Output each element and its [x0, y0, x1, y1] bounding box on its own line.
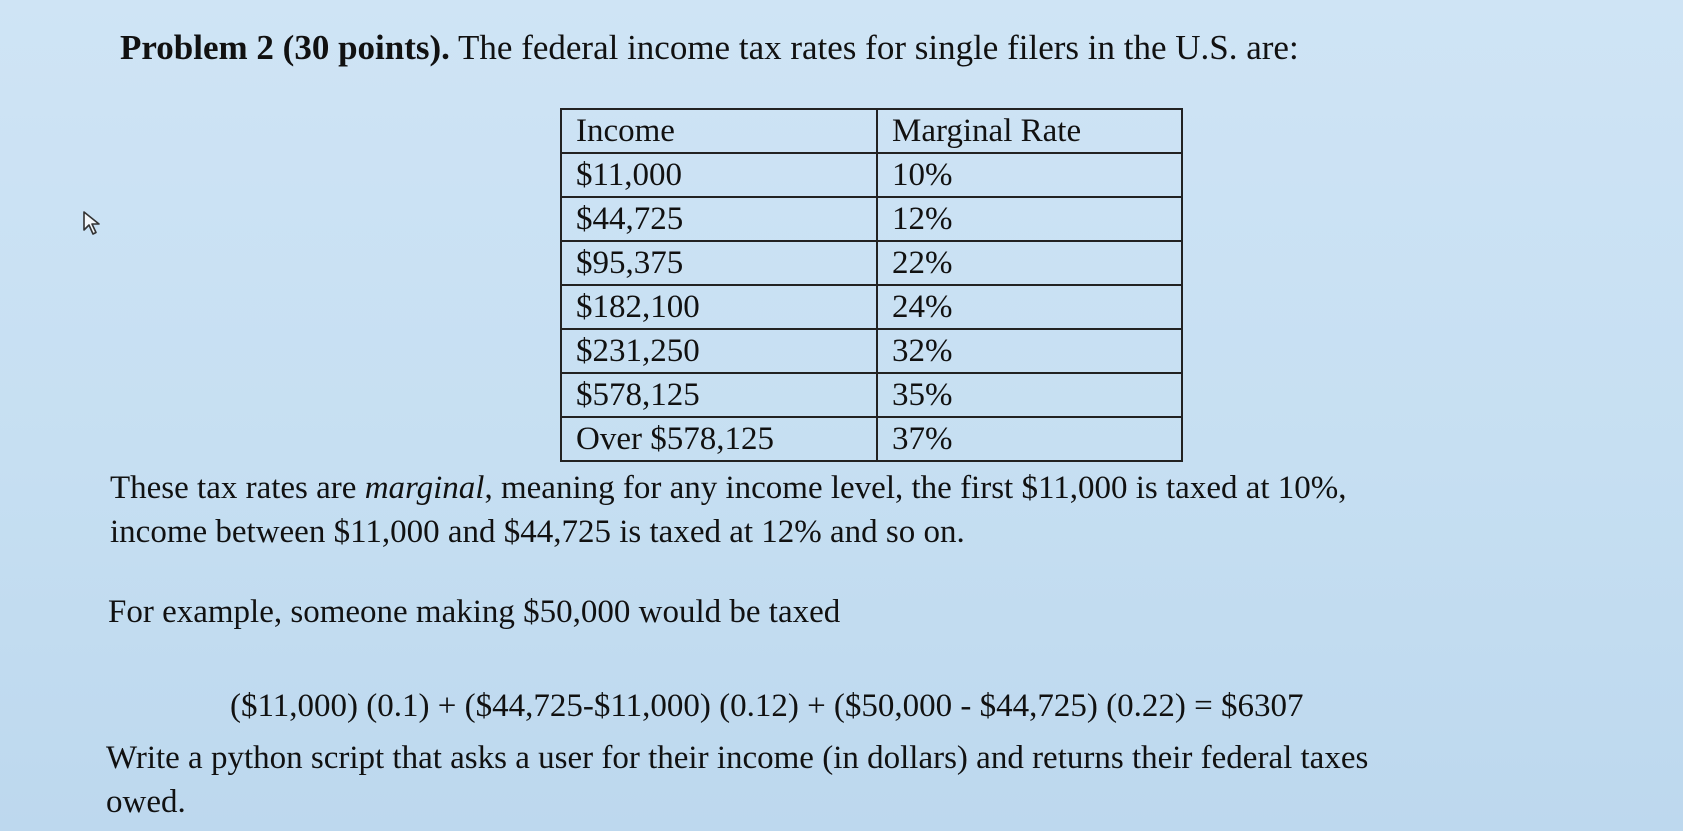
table-row — [561, 241, 1182, 285]
income-cell: $11,000 — [561, 153, 877, 197]
rate-cell: 12% — [877, 197, 1182, 241]
table-row — [561, 197, 1182, 241]
column-header-income: Income — [561, 109, 877, 153]
rate-cell: 32% — [877, 329, 1182, 373]
emphasis-marginal: marginal — [364, 470, 485, 506]
paragraph-text: These tax rates are — [110, 470, 365, 506]
rate-cell: 22% — [877, 241, 1182, 285]
income-cell: $578,125 — [561, 373, 877, 417]
income-cell: Over $578,125 — [561, 417, 877, 461]
example-intro-paragraph: For example, someone making $50,000 would be taxed — [108, 594, 841, 630]
example-formula: ($11,000) (0.1) + ($44,725-$11,000) (0.12) + ($50,000 - $44,725) (0.22) = $6307 — [230, 688, 1304, 724]
rate-cell: 35% — [877, 373, 1182, 417]
rate-cell: 24% — [877, 285, 1182, 329]
rate-cell: 10% — [877, 153, 1182, 197]
table-row — [561, 373, 1182, 417]
table-row — [561, 417, 1182, 461]
table-row — [561, 285, 1182, 329]
table-row — [561, 329, 1182, 373]
paragraph-text: , meaning for any income level, the first $11,000 is taxed at 10%, — [484, 470, 1347, 506]
income-cell: $231,250 — [561, 329, 877, 373]
column-header-marginal-rate: Marginal Rate — [877, 109, 1182, 153]
income-cell: $182,100 — [561, 285, 877, 329]
tax-rate-table — [560, 108, 1183, 462]
task-instruction-paragraph — [106, 736, 1368, 824]
task-instruction-line-2: owed. — [106, 784, 186, 820]
marginal-explanation-line-1 — [110, 466, 1347, 510]
problem-heading-text: The federal income tax rates for single filers in the U.S. are: — [449, 28, 1299, 67]
income-cell: $44,725 — [561, 197, 877, 241]
income-cell: $95,375 — [561, 241, 877, 285]
marginal-explanation-line-2: income between $11,000 and $44,725 is taxed at 12% and so on. — [110, 514, 965, 550]
table-header-row — [561, 109, 1182, 153]
marginal-explanation-paragraph — [110, 466, 1347, 554]
mouse-pointer-icon — [82, 210, 106, 236]
table-row — [561, 153, 1182, 197]
rate-cell: 37% — [877, 417, 1182, 461]
problem-heading-bold: Problem 2 (30 points). — [120, 28, 450, 67]
problem-heading — [120, 28, 1299, 68]
task-instruction-line-1: Write a python script that asks a user for their income (in dollars) and returns their federal taxes — [106, 740, 1369, 776]
